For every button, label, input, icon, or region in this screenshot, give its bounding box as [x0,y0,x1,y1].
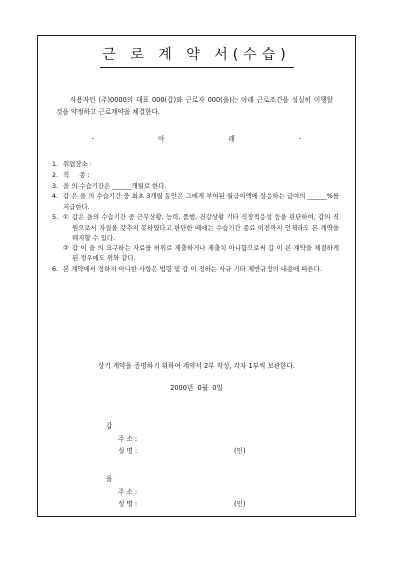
clause-number: 4. [52,192,59,201]
title-underline [100,67,294,68]
party-label: 갑 [106,422,113,430]
address-label: 주 소 : [118,435,138,443]
clause-1 [52,159,339,169]
clause-6 [52,264,339,274]
clause-number: 3. [52,181,59,190]
clause-number: 6. [52,265,59,273]
section-heading: - 아 래 - [91,135,302,143]
seal-mark: (인) [234,500,246,508]
clause-text: 갑 은 을 의 수습기간 중 최초 3개월 동안은 그에게 부여된 월급여액에 상응하는 급여의 ______%를 지급한다. [63,192,339,211]
document-title: 근 로 계 약 서(수습) [102,47,291,63]
name-label: 성 명 : [118,447,138,455]
name-label: 성 명 : [118,500,138,508]
clause-text: 본 계약에서 정하지 아니한 사항은 법령 및 갑 이 정하는 사규 기타 제반규정의 내용에 따른다. [63,265,322,273]
seal-mark: (인) [234,447,246,455]
clause-text: 취업장소 : [63,160,92,168]
subclause-2 [63,243,339,263]
clause-number: 2. [52,170,59,179]
subclause-mark: ① [63,213,69,222]
closing-statement: 상기 계약을 증명하기 위하여 계약서 2부 작성, 각자 1부씩 보관한다. [97,362,296,370]
clause-3 [52,181,339,191]
address-label: 주 소 : [118,488,138,496]
document-page [37,35,356,517]
intro-paragraph: 사용자인 (주)0000의 대표 000(갑)와 근로자 000(을)는 아래 근로조건을 성실히 이행할 것을 약정하고 근로계약을 체결한다. [56,96,333,116]
clause-number: 1. [52,160,59,168]
clause-number: 5. [52,213,59,222]
subclause-1 [63,212,339,243]
subclause-text: 갑 이 을 의 요구하는 자료를 허위로 제출하거나 제출치 아니함으로써 갑 이 본 계약을 체결하게 된 경우에도 위와 같다. [72,244,339,263]
subclause-text: 갑은 을의 수습기간 중 근무상황, 능력, 품행, 건강상황 기타 직장적응성 등을 판단하여, 갑의 직원으로서 자질을 갖추지 못하였다고 판단한 때에는 수습기간 종료 이전까지 언제라도 본 계약을 해지할 수 있다. [72,213,339,242]
clause-text: 직 종 : [63,170,90,179]
clause-2 [52,170,339,180]
party-label: 을 [106,475,113,483]
clause-text: 을 의 수습기간은 ______개월로 한다. [63,181,167,190]
clause-5 [52,212,339,263]
clause-subitems [63,212,339,263]
contract-date: 2000년 0월 0일 [170,384,223,392]
clause-4 [52,191,339,211]
subclause-mark: ② [63,244,69,252]
clause-list [52,159,339,275]
